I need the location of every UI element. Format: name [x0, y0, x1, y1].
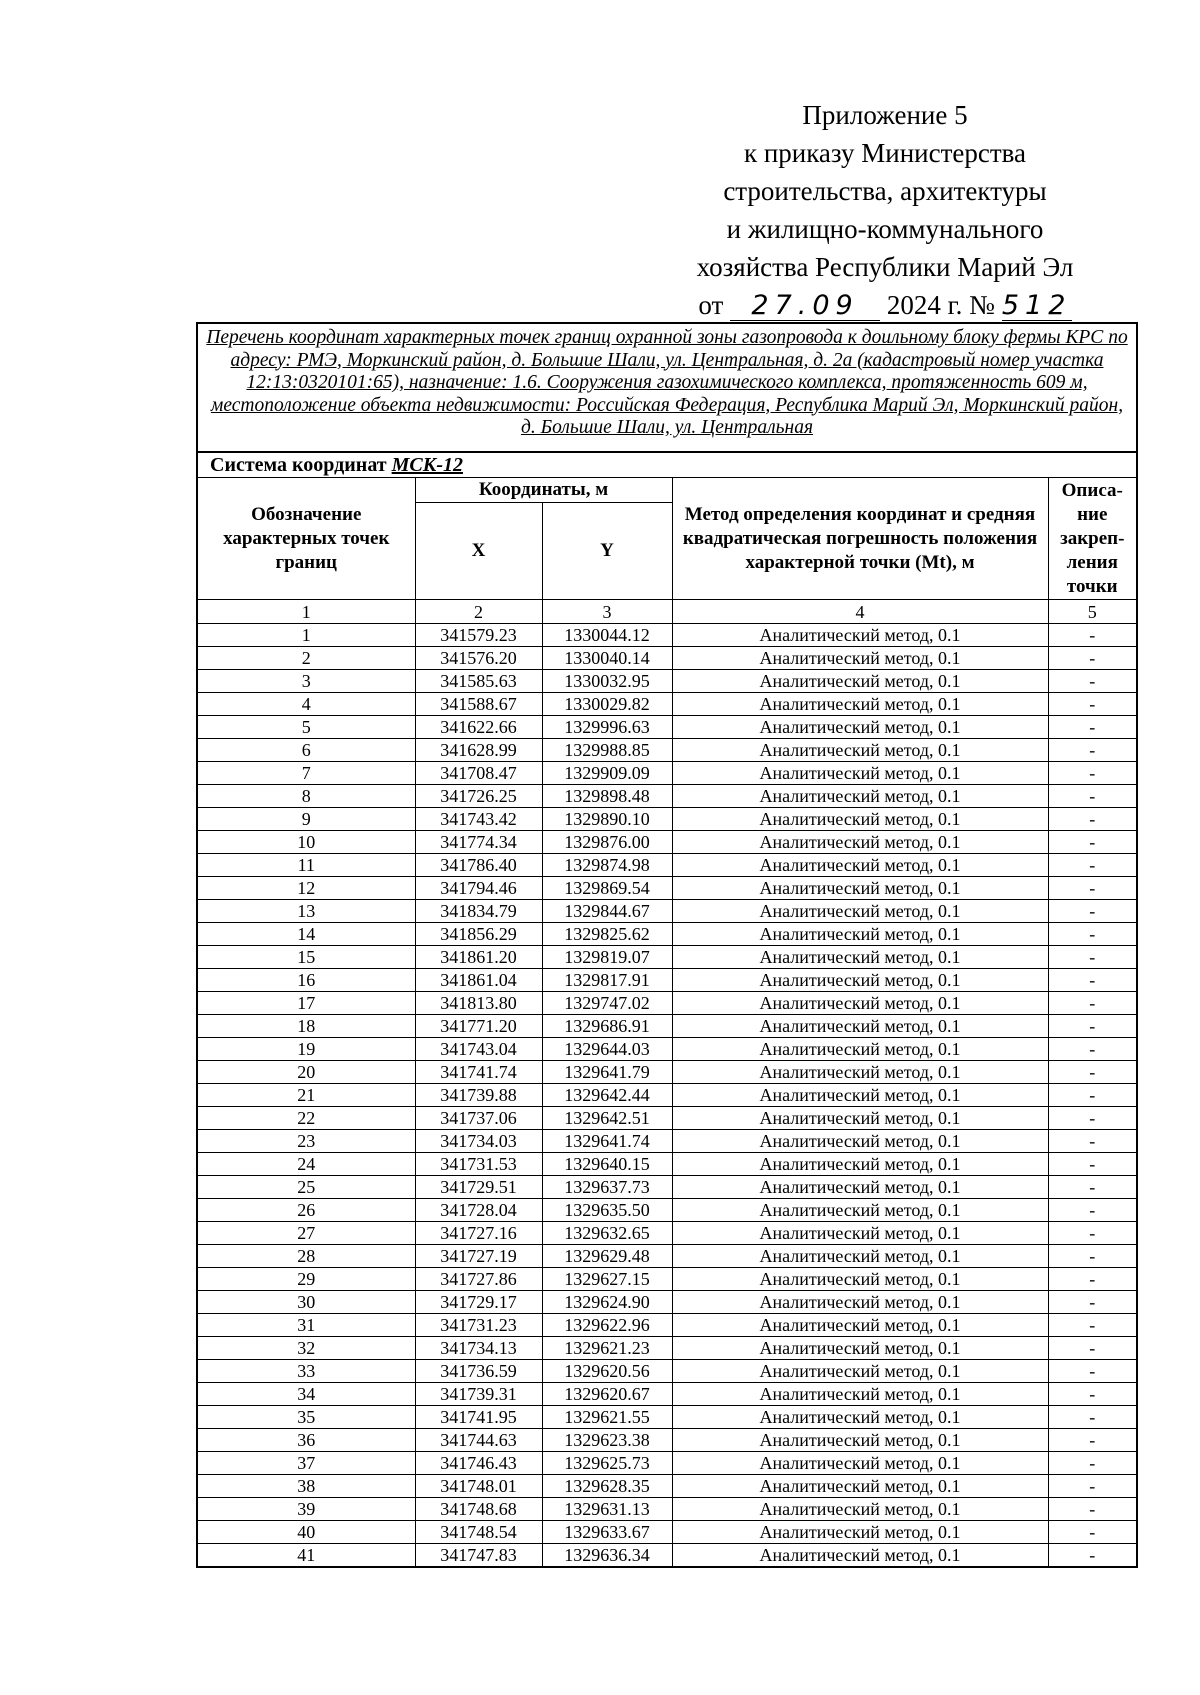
- method-cell: Аналитический метод, 0.1: [672, 785, 1048, 808]
- y-coordinate-cell: 1329620.67: [542, 1383, 672, 1406]
- y-coordinate-cell: 1329869.54: [542, 877, 672, 900]
- x-coordinate-cell: 341741.95: [415, 1406, 542, 1429]
- description-cell: -: [1048, 1015, 1137, 1038]
- description-cell: -: [1048, 1429, 1137, 1452]
- method-cell: Аналитический метод, 0.1: [672, 1107, 1048, 1130]
- x-coordinate-cell: 341728.04: [415, 1199, 542, 1222]
- method-cell: Аналитический метод, 0.1: [672, 1406, 1048, 1429]
- y-coordinate-cell: 1330032.95: [542, 670, 672, 693]
- y-coordinate-cell: 1329898.48: [542, 785, 672, 808]
- x-coordinate-cell: 341786.40: [415, 854, 542, 877]
- x-coordinate-cell: 341741.74: [415, 1061, 542, 1084]
- y-coordinate-cell: 1330029.82: [542, 693, 672, 716]
- y-coordinate-cell: 1329624.90: [542, 1291, 672, 1314]
- description-cell: -: [1048, 762, 1137, 785]
- table-row: [197, 1176, 1137, 1199]
- table-row: [197, 1245, 1137, 1268]
- y-coordinate-cell: 1329909.09: [542, 762, 672, 785]
- description-cell: -: [1048, 1291, 1137, 1314]
- table-row: [197, 1452, 1137, 1475]
- method-cell: Аналитический метод, 0.1: [672, 1245, 1048, 1268]
- point-number-cell: 23: [197, 1130, 415, 1153]
- point-number-cell: 41: [197, 1544, 415, 1568]
- y-coordinate-cell: 1329642.44: [542, 1084, 672, 1107]
- x-coordinate-cell: 341739.88: [415, 1084, 542, 1107]
- y-coordinate-cell: 1329632.65: [542, 1222, 672, 1245]
- column-number: 2: [415, 600, 542, 624]
- method-cell: Аналитический метод, 0.1: [672, 1383, 1048, 1406]
- description-cell: -: [1048, 624, 1137, 647]
- y-coordinate-cell: 1329636.34: [542, 1544, 672, 1568]
- method-cell: Аналитический метод, 0.1: [672, 900, 1048, 923]
- table-row: [197, 1314, 1137, 1337]
- appendix-ministry-line-2: и жилищно-коммунального: [726, 214, 1044, 244]
- point-number-cell: 17: [197, 992, 415, 1015]
- y-coordinate-cell: 1329628.35: [542, 1475, 672, 1498]
- appendix-title: Приложение 5: [802, 100, 968, 130]
- y-coordinate-cell: 1329629.48: [542, 1245, 672, 1268]
- point-number-cell: 39: [197, 1498, 415, 1521]
- table-row: [197, 877, 1137, 900]
- y-coordinate-cell: 1329621.55: [542, 1406, 672, 1429]
- method-cell: Аналитический метод, 0.1: [672, 808, 1048, 831]
- method-cell: Аналитический метод, 0.1: [672, 1337, 1048, 1360]
- table-row: [197, 854, 1137, 877]
- table-row: [197, 1015, 1137, 1038]
- header-description: Описа-ние закреп-ления точки: [1048, 478, 1137, 600]
- point-number-cell: 22: [197, 1107, 415, 1130]
- y-coordinate-cell: 1329620.56: [542, 1360, 672, 1383]
- y-coordinate-cell: 1329876.00: [542, 831, 672, 854]
- table-row: [197, 1498, 1137, 1521]
- x-coordinate-cell: 341747.83: [415, 1544, 542, 1568]
- header-designation: Обозначение характерных точек границ: [197, 478, 415, 600]
- x-coordinate-cell: 341585.63: [415, 670, 542, 693]
- x-coordinate-cell: 341729.17: [415, 1291, 542, 1314]
- appendix-ministry-line: строительства, архитектуры: [723, 176, 1047, 206]
- table-row: [197, 992, 1137, 1015]
- method-cell: Аналитический метод, 0.1: [672, 1475, 1048, 1498]
- description-cell: -: [1048, 831, 1137, 854]
- y-coordinate-cell: 1329988.85: [542, 739, 672, 762]
- appendix-order-line: к приказу Министерства: [743, 138, 1027, 168]
- appendix-header: [665, 96, 1105, 324]
- description-cell: -: [1048, 1222, 1137, 1245]
- y-coordinate-cell: 1329625.73: [542, 1452, 672, 1475]
- description-cell: -: [1048, 992, 1137, 1015]
- y-coordinate-cell: 1329817.91: [542, 969, 672, 992]
- point-number-cell: 36: [197, 1429, 415, 1452]
- point-number-cell: 25: [197, 1176, 415, 1199]
- x-coordinate-cell: 341746.43: [415, 1452, 542, 1475]
- point-number-cell: 12: [197, 877, 415, 900]
- point-number-cell: 7: [197, 762, 415, 785]
- header-method: Метод определения координат и средняя квадратическая погрешность положения характерной точки (Mt), м: [672, 478, 1048, 600]
- table-row: [197, 969, 1137, 992]
- method-cell: Аналитический метод, 0.1: [672, 716, 1048, 739]
- table-row: [197, 923, 1137, 946]
- y-coordinate-cell: 1329686.91: [542, 1015, 672, 1038]
- column-number: 4: [672, 600, 1048, 624]
- method-cell: Аналитический метод, 0.1: [672, 923, 1048, 946]
- header-coordinates: Координаты, м: [415, 478, 672, 503]
- y-coordinate-cell: 1329631.13: [542, 1498, 672, 1521]
- table-row: [197, 1383, 1137, 1406]
- method-cell: Аналитический метод, 0.1: [672, 762, 1048, 785]
- description-cell: -: [1048, 1153, 1137, 1176]
- description-cell: -: [1048, 785, 1137, 808]
- description-cell: -: [1048, 670, 1137, 693]
- y-coordinate-cell: 1329621.23: [542, 1337, 672, 1360]
- x-coordinate-cell: 341743.42: [415, 808, 542, 831]
- point-number-cell: 21: [197, 1084, 415, 1107]
- table-title-row: [197, 323, 1137, 452]
- y-coordinate-cell: 1329747.02: [542, 992, 672, 1015]
- x-coordinate-cell: 341708.47: [415, 762, 542, 785]
- x-coordinate-cell: 341736.59: [415, 1360, 542, 1383]
- table-row: [197, 1061, 1137, 1084]
- description-cell: -: [1048, 1084, 1137, 1107]
- point-number-cell: 26: [197, 1199, 415, 1222]
- point-number-cell: 4: [197, 693, 415, 716]
- table-row: [197, 1130, 1137, 1153]
- method-cell: Аналитический метод, 0.1: [672, 1498, 1048, 1521]
- point-number-cell: 18: [197, 1015, 415, 1038]
- description-cell: -: [1048, 1176, 1137, 1199]
- point-number-cell: 30: [197, 1291, 415, 1314]
- y-coordinate-cell: 1329844.67: [542, 900, 672, 923]
- y-coordinate-cell: 1329644.03: [542, 1038, 672, 1061]
- y-coordinate-cell: 1329890.10: [542, 808, 672, 831]
- y-coordinate-cell: 1329635.50: [542, 1199, 672, 1222]
- x-coordinate-cell: 341861.20: [415, 946, 542, 969]
- appendix-ministry-line-3: хозяйства Республики Марий Эл: [696, 252, 1074, 282]
- y-coordinate-cell: 1330044.12: [542, 624, 672, 647]
- point-number-cell: 31: [197, 1314, 415, 1337]
- description-cell: -: [1048, 1268, 1137, 1291]
- table-row: [197, 1153, 1137, 1176]
- header-x: X: [415, 503, 542, 600]
- description-cell: -: [1048, 808, 1137, 831]
- y-coordinate-cell: 1329996.63: [542, 716, 672, 739]
- method-cell: Аналитический метод, 0.1: [672, 1429, 1048, 1452]
- method-cell: Аналитический метод, 0.1: [672, 1199, 1048, 1222]
- method-cell: Аналитический метод, 0.1: [672, 831, 1048, 854]
- point-number-cell: 35: [197, 1406, 415, 1429]
- point-number-cell: 8: [197, 785, 415, 808]
- x-coordinate-cell: 341737.06: [415, 1107, 542, 1130]
- description-cell: -: [1048, 946, 1137, 969]
- description-cell: -: [1048, 1452, 1137, 1475]
- method-cell: Аналитический метод, 0.1: [672, 1153, 1048, 1176]
- method-cell: Аналитический метод, 0.1: [672, 693, 1048, 716]
- table-row: [197, 946, 1137, 969]
- x-coordinate-cell: 341628.99: [415, 739, 542, 762]
- x-coordinate-cell: 341729.51: [415, 1176, 542, 1199]
- order-date-line: [665, 286, 1105, 324]
- point-number-cell: 15: [197, 946, 415, 969]
- table-row: [197, 785, 1137, 808]
- table-row: [197, 716, 1137, 739]
- y-coordinate-cell: 1329623.38: [542, 1429, 672, 1452]
- description-cell: -: [1048, 716, 1137, 739]
- table-row: [197, 1222, 1137, 1245]
- table-row: [197, 1107, 1137, 1130]
- method-cell: Аналитический метод, 0.1: [672, 1015, 1048, 1038]
- x-coordinate-cell: 341731.53: [415, 1153, 542, 1176]
- x-coordinate-cell: 341748.01: [415, 1475, 542, 1498]
- method-cell: Аналитический метод, 0.1: [672, 854, 1048, 877]
- table-row: [197, 670, 1137, 693]
- y-coordinate-cell: 1329637.73: [542, 1176, 672, 1199]
- point-number-cell: 19: [197, 1038, 415, 1061]
- x-coordinate-cell: 341739.31: [415, 1383, 542, 1406]
- method-cell: Аналитический метод, 0.1: [672, 1038, 1048, 1061]
- description-cell: -: [1048, 900, 1137, 923]
- y-coordinate-cell: 1329874.98: [542, 854, 672, 877]
- method-cell: Аналитический метод, 0.1: [672, 1130, 1048, 1153]
- x-coordinate-cell: 341813.80: [415, 992, 542, 1015]
- method-cell: Аналитический метод, 0.1: [672, 969, 1048, 992]
- x-coordinate-cell: 341744.63: [415, 1429, 542, 1452]
- x-coordinate-cell: 341774.34: [415, 831, 542, 854]
- description-cell: -: [1048, 854, 1137, 877]
- x-coordinate-cell: 341856.29: [415, 923, 542, 946]
- header-row-1: [197, 478, 1137, 503]
- x-coordinate-cell: 341771.20: [415, 1015, 542, 1038]
- x-coordinate-cell: 341861.04: [415, 969, 542, 992]
- y-coordinate-cell: 1329641.74: [542, 1130, 672, 1153]
- y-coordinate-cell: 1329622.96: [542, 1314, 672, 1337]
- description-cell: -: [1048, 1383, 1137, 1406]
- table-row: [197, 1084, 1137, 1107]
- method-cell: Аналитический метод, 0.1: [672, 670, 1048, 693]
- description-cell: -: [1048, 1544, 1137, 1568]
- method-cell: Аналитический метод, 0.1: [672, 647, 1048, 670]
- point-number-cell: 34: [197, 1383, 415, 1406]
- point-number-cell: 27: [197, 1222, 415, 1245]
- point-number-cell: 5: [197, 716, 415, 739]
- description-cell: -: [1048, 739, 1137, 762]
- coord-system-name: МСК-12: [391, 454, 463, 476]
- x-coordinate-cell: 341579.23: [415, 624, 542, 647]
- description-cell: -: [1048, 1130, 1137, 1153]
- column-number: 5: [1048, 600, 1137, 624]
- point-number-cell: 29: [197, 1268, 415, 1291]
- table-row: [197, 624, 1137, 647]
- x-coordinate-cell: 341727.86: [415, 1268, 542, 1291]
- method-cell: Аналитический метод, 0.1: [672, 1268, 1048, 1291]
- method-cell: Аналитический метод, 0.1: [672, 1061, 1048, 1084]
- x-coordinate-cell: 341727.16: [415, 1222, 542, 1245]
- method-cell: Аналитический метод, 0.1: [672, 1452, 1048, 1475]
- order-year-text: 2024 г. №: [886, 290, 995, 320]
- description-cell: -: [1048, 877, 1137, 900]
- description-cell: -: [1048, 1245, 1137, 1268]
- method-cell: Аналитический метод, 0.1: [672, 1314, 1048, 1337]
- method-cell: Аналитический метод, 0.1: [672, 946, 1048, 969]
- x-coordinate-cell: 341622.66: [415, 716, 542, 739]
- point-number-cell: 37: [197, 1452, 415, 1475]
- point-number-cell: 3: [197, 670, 415, 693]
- method-cell: Аналитический метод, 0.1: [672, 1222, 1048, 1245]
- table-row: [197, 1360, 1137, 1383]
- table-row: [197, 1475, 1137, 1498]
- description-cell: -: [1048, 647, 1137, 670]
- description-cell: -: [1048, 1360, 1137, 1383]
- x-coordinate-cell: 341794.46: [415, 877, 542, 900]
- method-cell: Аналитический метод, 0.1: [672, 624, 1048, 647]
- point-number-cell: 16: [197, 969, 415, 992]
- table-row: [197, 808, 1137, 831]
- table-row: [197, 1521, 1137, 1544]
- y-coordinate-cell: 1329633.67: [542, 1521, 672, 1544]
- method-cell: Аналитический метод, 0.1: [672, 1291, 1048, 1314]
- coordinates-table: [196, 322, 1138, 1568]
- point-number-cell: 2: [197, 647, 415, 670]
- point-number-cell: 11: [197, 854, 415, 877]
- table-row: [197, 1268, 1137, 1291]
- description-cell: -: [1048, 1038, 1137, 1061]
- method-cell: Аналитический метод, 0.1: [672, 1360, 1048, 1383]
- table-row: [197, 693, 1137, 716]
- x-coordinate-cell: 341576.20: [415, 647, 542, 670]
- y-coordinate-cell: 1329819.07: [542, 946, 672, 969]
- description-cell: -: [1048, 1521, 1137, 1544]
- point-number-cell: 10: [197, 831, 415, 854]
- description-cell: -: [1048, 1475, 1137, 1498]
- table-row: [197, 739, 1137, 762]
- point-number-cell: 38: [197, 1475, 415, 1498]
- table-row: [197, 1038, 1137, 1061]
- point-number-cell: 13: [197, 900, 415, 923]
- point-number-cell: 33: [197, 1360, 415, 1383]
- method-cell: Аналитический метод, 0.1: [672, 739, 1048, 762]
- point-number-cell: 28: [197, 1245, 415, 1268]
- table-row: [197, 1199, 1137, 1222]
- description-cell: -: [1048, 1061, 1137, 1084]
- x-coordinate-cell: 341743.04: [415, 1038, 542, 1061]
- y-coordinate-cell: 1329825.62: [542, 923, 672, 946]
- table-row: [197, 1544, 1137, 1568]
- method-cell: Аналитический метод, 0.1: [672, 1084, 1048, 1107]
- table-row: [197, 1337, 1137, 1360]
- table-row: [197, 1406, 1137, 1429]
- point-number-cell: 20: [197, 1061, 415, 1084]
- table-row: [197, 1429, 1137, 1452]
- x-coordinate-cell: 341734.13: [415, 1337, 542, 1360]
- table-row: [197, 647, 1137, 670]
- description-cell: -: [1048, 693, 1137, 716]
- x-coordinate-cell: 341726.25: [415, 785, 542, 808]
- point-number-cell: 32: [197, 1337, 415, 1360]
- method-cell: Аналитический метод, 0.1: [672, 877, 1048, 900]
- y-coordinate-cell: 1329641.79: [542, 1061, 672, 1084]
- point-number-cell: 6: [197, 739, 415, 762]
- date-prefix: от: [698, 290, 724, 320]
- point-number-cell: 24: [197, 1153, 415, 1176]
- x-coordinate-cell: 341727.19: [415, 1245, 542, 1268]
- method-cell: Аналитический метод, 0.1: [672, 1176, 1048, 1199]
- header-y: Y: [542, 503, 672, 600]
- x-coordinate-cell: 341588.67: [415, 693, 542, 716]
- table-row: [197, 831, 1137, 854]
- description-cell: -: [1048, 923, 1137, 946]
- x-coordinate-cell: 341731.23: [415, 1314, 542, 1337]
- description-cell: -: [1048, 1199, 1137, 1222]
- table-row: [197, 1291, 1137, 1314]
- y-coordinate-cell: 1330040.14: [542, 647, 672, 670]
- description-cell: -: [1048, 969, 1137, 992]
- y-coordinate-cell: 1329640.15: [542, 1153, 672, 1176]
- coord-system-row: [197, 452, 1137, 478]
- method-cell: Аналитический метод, 0.1: [672, 992, 1048, 1015]
- column-number: 1: [197, 600, 415, 624]
- description-cell: -: [1048, 1314, 1137, 1337]
- column-number: 3: [542, 600, 672, 624]
- method-cell: Аналитический метод, 0.1: [672, 1544, 1048, 1568]
- description-cell: -: [1048, 1406, 1137, 1429]
- x-coordinate-cell: 341748.68: [415, 1498, 542, 1521]
- order-date-handwritten: 27.09: [730, 292, 880, 321]
- point-number-cell: 40: [197, 1521, 415, 1544]
- table-title: Перечень координат характерных точек границ охранной зоны газопровода к доильному блоку фермы КРС по адресу: РМЭ, Моркинский район, д. Большие Шали, ул. Центральная, д. 2а (кадастровый номер участка 12:13:0320101:65), назначение: 1.6. Сооружения газохимического комплекса, протяженность 609 м, местоположение объекта недвижимости: Российская Федерация, Республика Марий Эл, Моркинский район, д. Большие Шали, ул. Центральная: [197, 323, 1137, 452]
- y-coordinate-cell: 1329642.51: [542, 1107, 672, 1130]
- coord-system-cell: [197, 452, 1137, 478]
- table-row: [197, 900, 1137, 923]
- order-number-handwritten: 512: [1001, 290, 1072, 321]
- coord-system-label: Система координат: [210, 454, 387, 476]
- x-coordinate-cell: 341834.79: [415, 900, 542, 923]
- x-coordinate-cell: 341734.03: [415, 1130, 542, 1153]
- table-row: [197, 762, 1137, 785]
- y-coordinate-cell: 1329627.15: [542, 1268, 672, 1291]
- point-number-cell: 1: [197, 624, 415, 647]
- x-coordinate-cell: 341748.54: [415, 1521, 542, 1544]
- description-cell: -: [1048, 1498, 1137, 1521]
- column-numbers-row: [197, 600, 1137, 624]
- table-body: [197, 624, 1137, 1568]
- method-cell: Аналитический метод, 0.1: [672, 1521, 1048, 1544]
- point-number-cell: 9: [197, 808, 415, 831]
- point-number-cell: 14: [197, 923, 415, 946]
- description-cell: -: [1048, 1107, 1137, 1130]
- description-cell: -: [1048, 1337, 1137, 1360]
